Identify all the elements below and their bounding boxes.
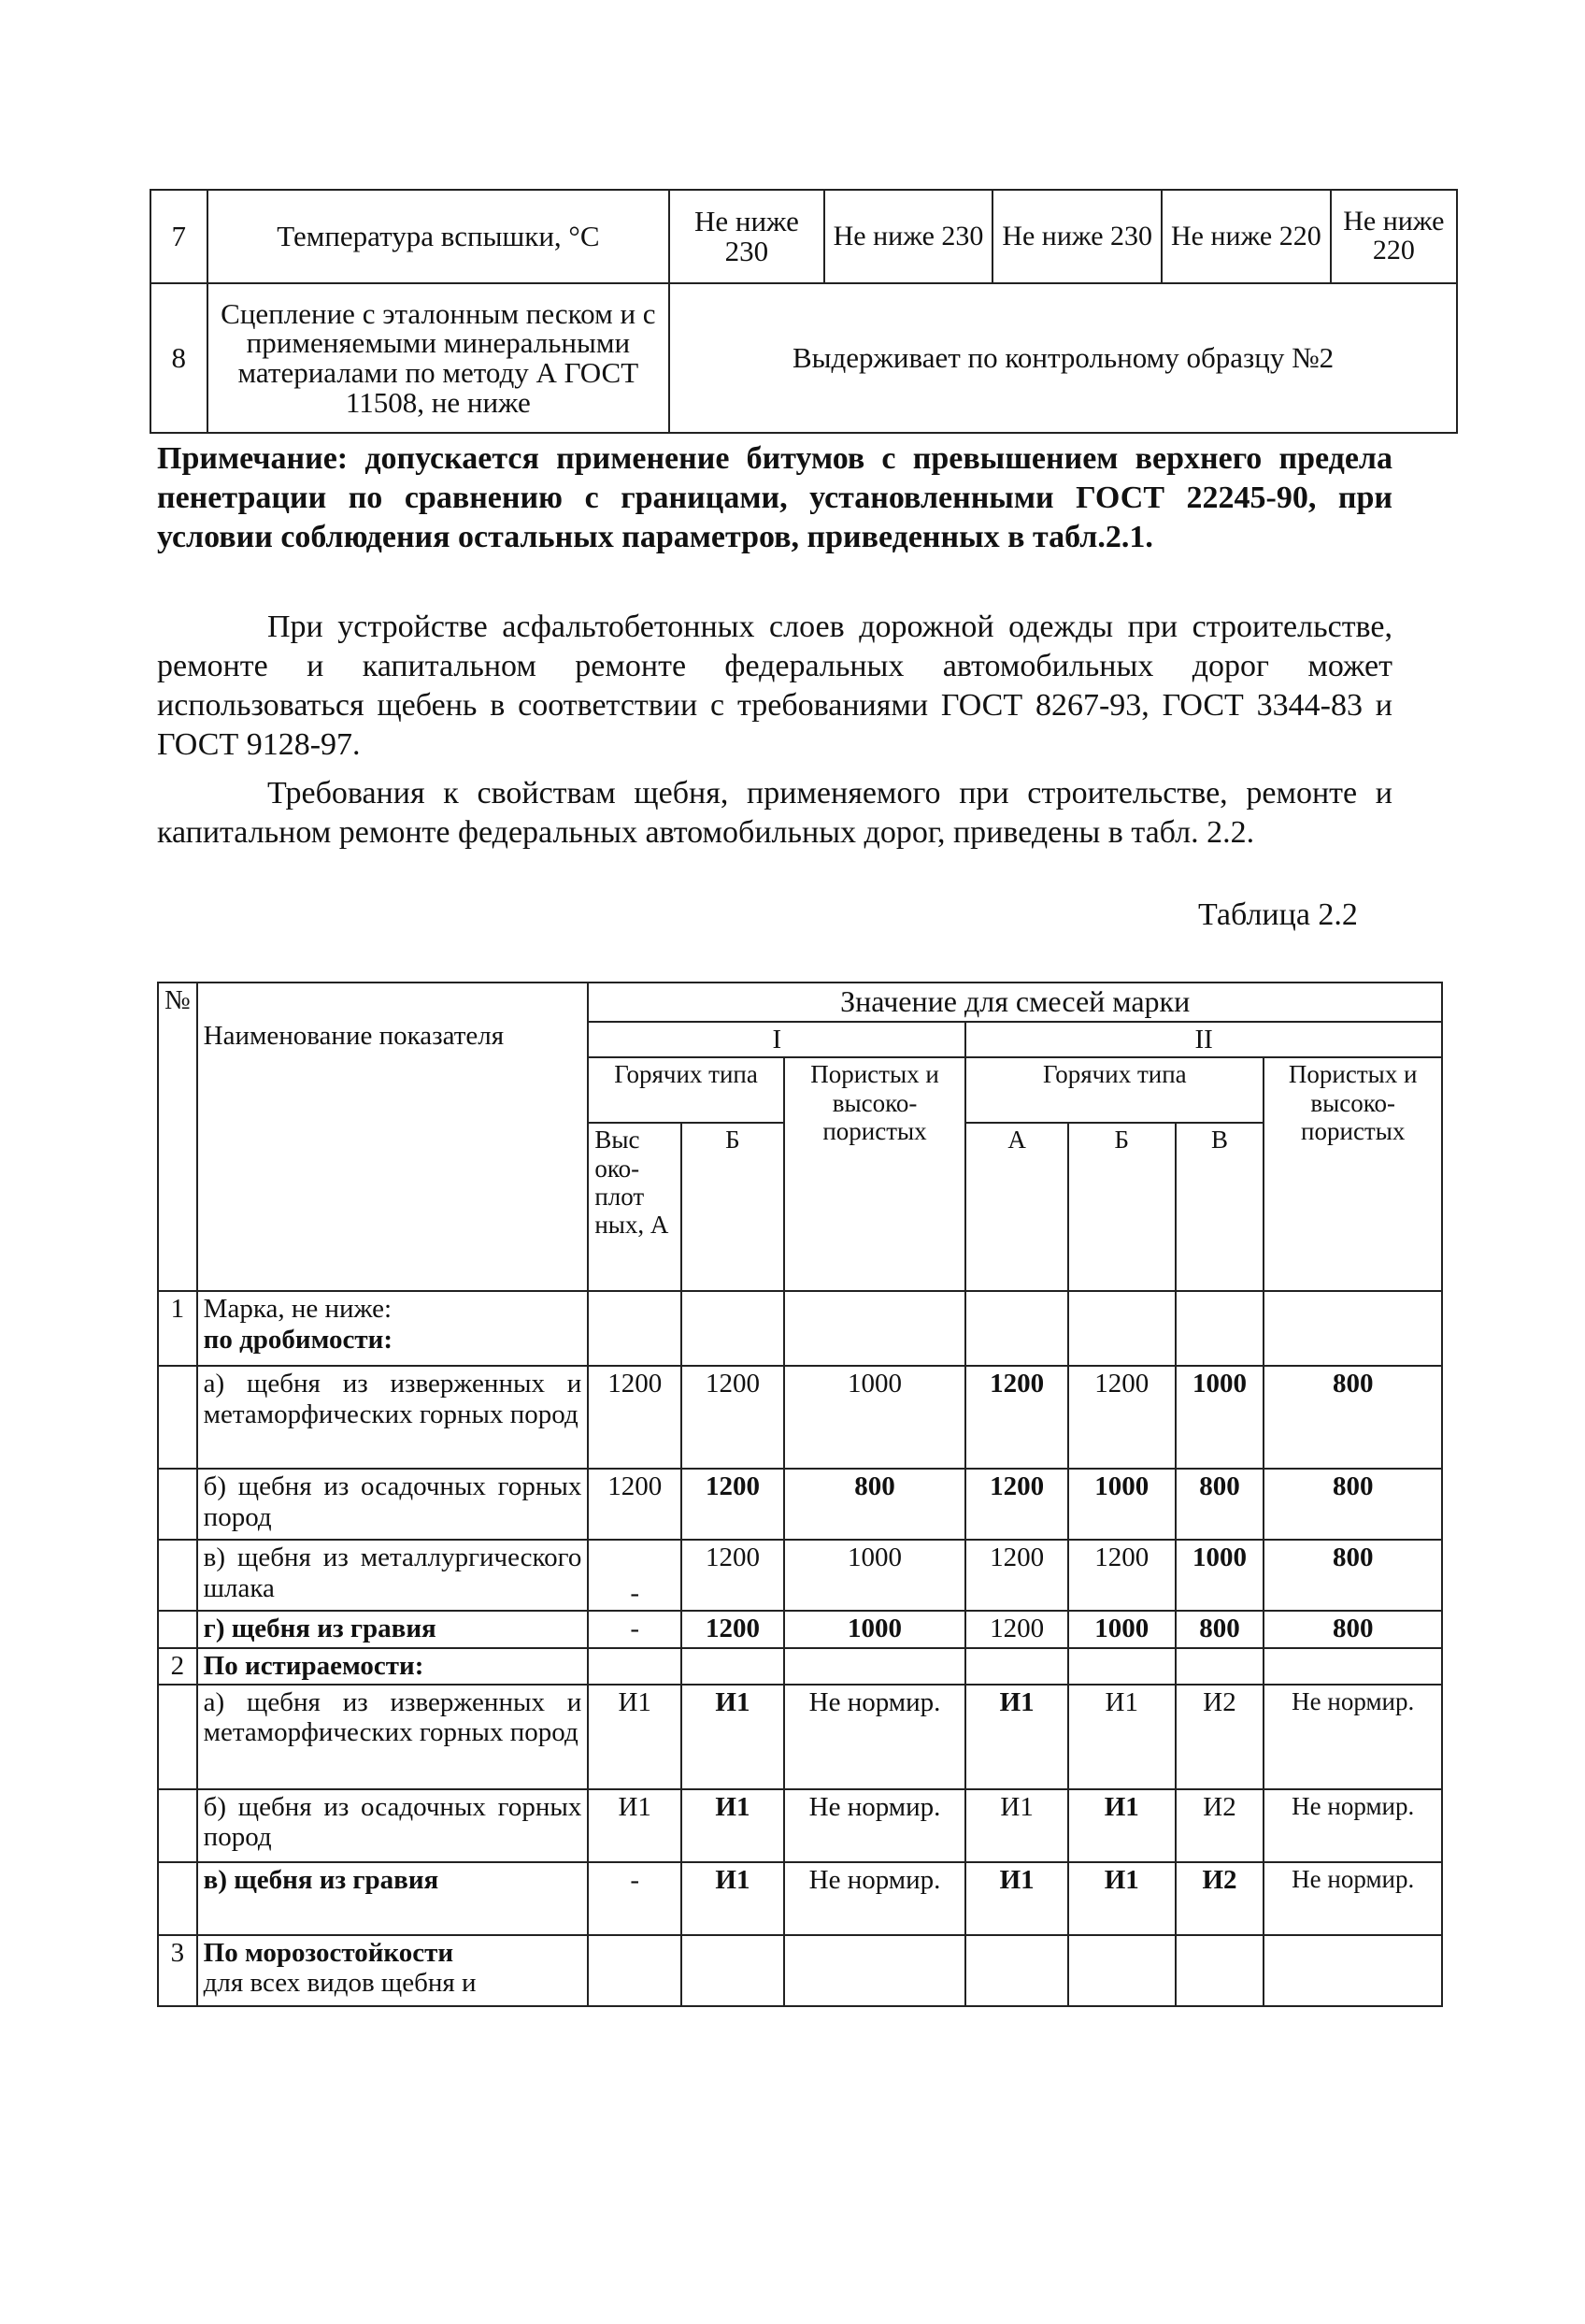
cell — [1176, 1935, 1264, 2006]
cell — [784, 1648, 965, 1684]
cell: Не нормир. — [784, 1685, 965, 1789]
cell: Не ниже 230 — [992, 190, 1162, 283]
cell — [1176, 1648, 1264, 1684]
cell: 1000 — [784, 1366, 965, 1469]
row-subtitle: для всех видов щебня и — [203, 1968, 477, 1999]
cell — [965, 1291, 1068, 1366]
header-porous-1: Пористых и высоко-пористых — [784, 1057, 965, 1291]
cell: И1 — [965, 1789, 1068, 1862]
cell: И1 — [965, 1862, 1068, 1935]
cell — [681, 1648, 784, 1684]
table-row — [158, 1648, 1442, 1684]
row-name: а) щебня из изверженных и метаморфических горных пород — [197, 1685, 589, 1789]
table-row — [158, 1935, 1442, 2006]
cell — [1176, 1291, 1264, 1366]
header-name: Наименование показателя — [197, 983, 589, 1291]
cell: 1000 — [1176, 1540, 1264, 1611]
paragraph: Требования к свойствам щебня, применяемого при строительстве, ремонте и капитальном ремонте федеральных автомобильных дорог, приведены в табл. 2.2. — [157, 776, 1392, 850]
cell: И2 — [1176, 1789, 1264, 1862]
header-hot-1: Горячих типа — [588, 1057, 783, 1123]
cell: 800 — [1264, 1469, 1442, 1540]
cell: - — [588, 1862, 681, 1935]
header-grade-2: II — [965, 1022, 1442, 1057]
cell: 1200 — [588, 1469, 681, 1540]
header-grade-1: I — [588, 1022, 965, 1057]
header-num: № — [158, 983, 197, 1291]
cell: 800 — [1264, 1611, 1442, 1648]
cell — [1068, 1935, 1176, 2006]
cell: 800 — [1264, 1540, 1442, 1611]
cell: 1200 — [965, 1469, 1068, 1540]
table-caption: Таблица 2.2 — [1198, 897, 1358, 932]
cell: Не нормир. — [784, 1789, 965, 1862]
cell — [681, 1291, 784, 1366]
row-subtitle: по дробимости: — [203, 1324, 393, 1355]
cell: И1 — [588, 1789, 681, 1862]
cell: 1200 — [965, 1611, 1068, 1648]
cell: 1200 — [1068, 1366, 1176, 1469]
cell: 800 — [1264, 1366, 1442, 1469]
cell — [588, 1291, 681, 1366]
cell: 1200 — [681, 1540, 784, 1611]
row-number: 2 — [158, 1648, 197, 1684]
cell: Не ниже 230 — [824, 190, 993, 283]
cell: 1200 — [1068, 1540, 1176, 1611]
cell: Не нормир. — [1264, 1862, 1442, 1935]
table-row — [150, 190, 1457, 283]
gravel-table — [157, 982, 1443, 2007]
cell: Не ниже 230 — [669, 190, 824, 283]
header-sub-b2: Б — [1068, 1123, 1176, 1291]
header-row — [158, 983, 1442, 1022]
merged-cell: Выдерживает по контрольному образцу №2 — [669, 283, 1457, 433]
table-row — [158, 1540, 1442, 1611]
row-number — [158, 1862, 197, 1935]
cell: 1200 — [681, 1366, 784, 1469]
cell — [1264, 1935, 1442, 2006]
row-number — [158, 1366, 197, 1469]
note-paragraph: Примечание: допускается применение битумов с превышением верхнего предела пенетрации по сравнению с границами, установленными ГОСТ 22245-90, при условии соблюдения остальных параметров, приведенных в табл.2.1. — [157, 441, 1392, 554]
cell: 800 — [784, 1469, 965, 1540]
row-number: 7 — [150, 190, 207, 283]
table-row — [158, 1291, 1442, 1366]
cell: И1 — [681, 1789, 784, 1862]
row-number — [158, 1685, 197, 1789]
bitumen-table — [150, 189, 1458, 434]
cell: 1000 — [1068, 1611, 1176, 1648]
cell: 1200 — [681, 1611, 784, 1648]
row-number — [158, 1611, 197, 1648]
cell: И1 — [965, 1685, 1068, 1789]
cell — [1068, 1648, 1176, 1684]
table-row — [158, 1685, 1442, 1789]
cell: 1200 — [681, 1469, 784, 1540]
cell — [1264, 1291, 1442, 1366]
cell: 1000 — [784, 1611, 965, 1648]
row-number — [158, 1789, 197, 1862]
row-name — [197, 1935, 589, 2006]
cell: 1000 — [1068, 1469, 1176, 1540]
cell — [965, 1648, 1068, 1684]
header-values-title: Значение для смесей марки — [588, 983, 1442, 1022]
cell: Не нормир. — [1264, 1789, 1442, 1862]
header-porous-2: Пористых и высоко-пористых — [1264, 1057, 1442, 1291]
cell: 1200 — [588, 1366, 681, 1469]
cell: И1 — [1068, 1862, 1176, 1935]
cell: 800 — [1176, 1611, 1264, 1648]
cell: - — [588, 1540, 681, 1611]
row-number: 8 — [150, 283, 207, 433]
table-row — [158, 1789, 1442, 1862]
header-hot-2: Горячих типа — [965, 1057, 1264, 1123]
row-number: 1 — [158, 1291, 197, 1366]
cell — [681, 1935, 784, 2006]
table-row — [150, 283, 1457, 433]
cell: И1 — [588, 1685, 681, 1789]
cell: Не нормир. — [1264, 1685, 1442, 1789]
cell: 800 — [1176, 1469, 1264, 1540]
row-number — [158, 1540, 197, 1611]
row-number — [158, 1469, 197, 1540]
cell: И2 — [1176, 1862, 1264, 1935]
table-row — [158, 1469, 1442, 1540]
cell — [1264, 1648, 1442, 1684]
cell: И1 — [681, 1862, 784, 1935]
row-name: а) щебня из изверженных и метаморфических горных пород — [197, 1366, 589, 1469]
row-name: б) щебня из осадочных горных пород — [197, 1469, 589, 1540]
row-name: в) щебня из металлургического шлака — [197, 1540, 589, 1611]
row-name: Температура вспышки, °С — [207, 190, 670, 283]
header-sub-a1: Выс око-плот ных, А — [588, 1123, 681, 1291]
cell: 1000 — [1176, 1366, 1264, 1469]
header-sub-v2: В — [1176, 1123, 1264, 1291]
table-row — [158, 1366, 1442, 1469]
cell: 1200 — [965, 1540, 1068, 1611]
row-name-text: По морозостойкости — [203, 1937, 454, 1968]
cell: 1200 — [965, 1366, 1068, 1469]
row-name: б) щебня из осадочных горных пород — [197, 1789, 589, 1862]
cell — [1068, 1291, 1176, 1366]
row-name: в) щебня из гравия — [197, 1862, 589, 1935]
cell — [965, 1935, 1068, 2006]
row-name: По истираемости: — [197, 1648, 589, 1684]
cell: И1 — [1068, 1789, 1176, 1862]
cell: И1 — [1068, 1685, 1176, 1789]
cell: Не ниже 220 — [1162, 190, 1331, 283]
row-name-text: Марка, не ниже: — [203, 1294, 393, 1325]
cell: Не нормир. — [784, 1862, 965, 1935]
cell: И2 — [1176, 1685, 1264, 1789]
row-name — [197, 1291, 589, 1366]
paragraph: При устройстве асфальтобетонных слоев дорожной одежды при строительстве, ремонте и капитальном ремонте федеральных автомобильных дорог может использоваться щебень в соответствии с требованиями ГОСТ 8267-93, ГОСТ 3344-83 и ГОСТ 9128-97. — [157, 610, 1392, 762]
cell — [784, 1935, 965, 2006]
cell — [588, 1648, 681, 1684]
header-sub-b1: Б — [681, 1123, 784, 1291]
row-name: г) щебня из гравия — [197, 1611, 589, 1648]
table-row — [158, 1611, 1442, 1648]
header-sub-a2: А — [965, 1123, 1068, 1291]
cell — [784, 1291, 965, 1366]
cell — [588, 1935, 681, 2006]
cell: И1 — [681, 1685, 784, 1789]
cell: Не ниже 220 — [1331, 190, 1457, 283]
table-row — [158, 1862, 1442, 1935]
row-number: 3 — [158, 1935, 197, 2006]
row-name: Сцепление с эталонным песком и с применяемыми минеральными материалами по методу А ГОСТ 11508, не ниже — [207, 283, 670, 433]
cell: 1000 — [784, 1540, 965, 1611]
cell: - — [588, 1611, 681, 1648]
